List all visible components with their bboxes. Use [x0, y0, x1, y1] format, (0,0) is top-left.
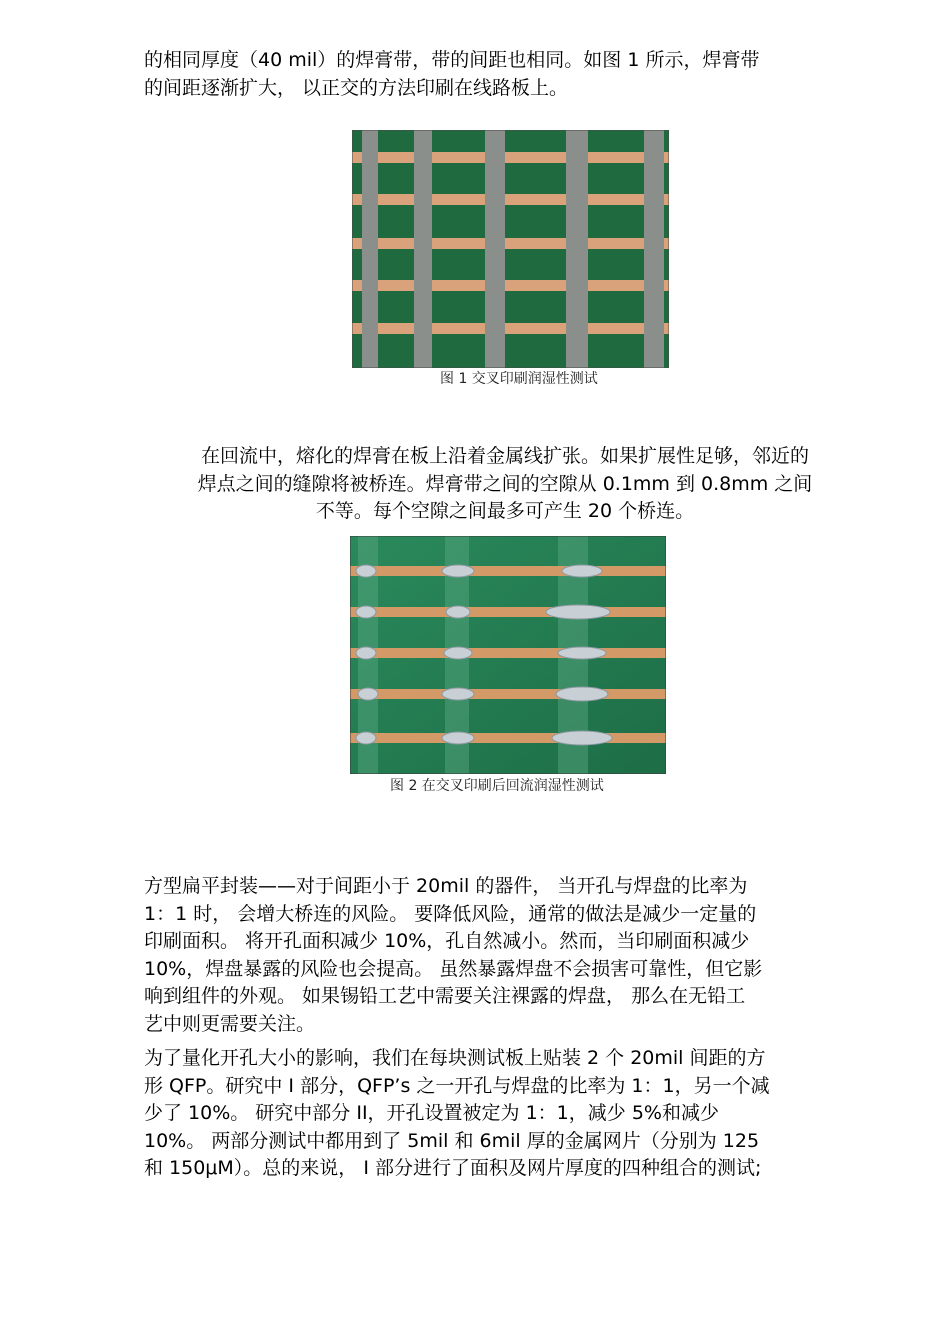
text-line: 少了 10%。 研究中部分 II，开孔设置被定为 1：1，减少 5%和减少	[144, 1102, 719, 1124]
text-line: 的间距逐渐扩大， 以正交的方法印刷在线路板上。	[144, 76, 569, 99]
text-line: 和 150μM）。总的来说， I 部分进行了面积及网片厚度的四种组合的测试;	[144, 1157, 762, 1179]
figure-1-caption: 图 1 交叉印刷润湿性测试	[440, 371, 598, 387]
text-line: 响到组件的外观。 如果锡铅工艺中需要关注裸露的焊盘， 那么在无铅工	[144, 985, 746, 1007]
text-line: 10%。 两部分测试中都用到了 5mil 和 6mil 厚的金属网片（分别为 125	[144, 1129, 760, 1152]
paragraph-2	[144, 443, 866, 526]
text-line: 焊点之间的缝隙将被桥连。焊膏带之间的空隙从 0.1mm 到 0.8mm 之间	[197, 472, 813, 495]
text-line: 印刷面积。 将开孔面积减少 10%，孔自然减小。然而，当印刷面积减少	[144, 930, 750, 952]
figure-2-image	[350, 536, 666, 774]
text-line: 1：1 时， 会增大桥连的风险。 要降低风险，通常的做法是减少一定量的	[144, 902, 757, 925]
figure-2-caption: 图 2 在交叉印刷后回流润湿性测试	[390, 778, 604, 794]
text-line: 的相同厚度（40 mil）的焊膏带，带的间距也相同。如图 1 所示，焊膏带	[144, 49, 760, 71]
text-line: 方型扁平封装——对于间距小于 20mil 的器件， 当开孔与焊盘的比率为	[144, 875, 748, 897]
paragraph-4	[144, 1045, 770, 1183]
figure-1-image	[352, 130, 669, 368]
text-line: 为了量化开孔大小的影响，我们在每块测试板上贴装 2 个 20mil 间距的方	[144, 1047, 766, 1069]
text-line: 在回流中，熔化的焊膏在板上沿着金属线扩张。如果扩展性足够，邻近的	[200, 445, 809, 467]
text-line: 10%，焊盘暴露的风险也会提高。 虽然暴露焊盘不会损害可靠性，但它影	[144, 957, 763, 980]
paragraph-3	[144, 873, 762, 1038]
text-line: 艺中则更需要关注。	[144, 1012, 316, 1035]
paragraph-1	[144, 47, 759, 102]
text-line: 不等。每个空隙之间最多可产生 20 个桥连。	[315, 500, 695, 522]
text-line: 形 QFP。研究中 I 部分，QFP’s 之一开孔与焊盘的比率为 1：1，另一个减	[144, 1074, 770, 1097]
